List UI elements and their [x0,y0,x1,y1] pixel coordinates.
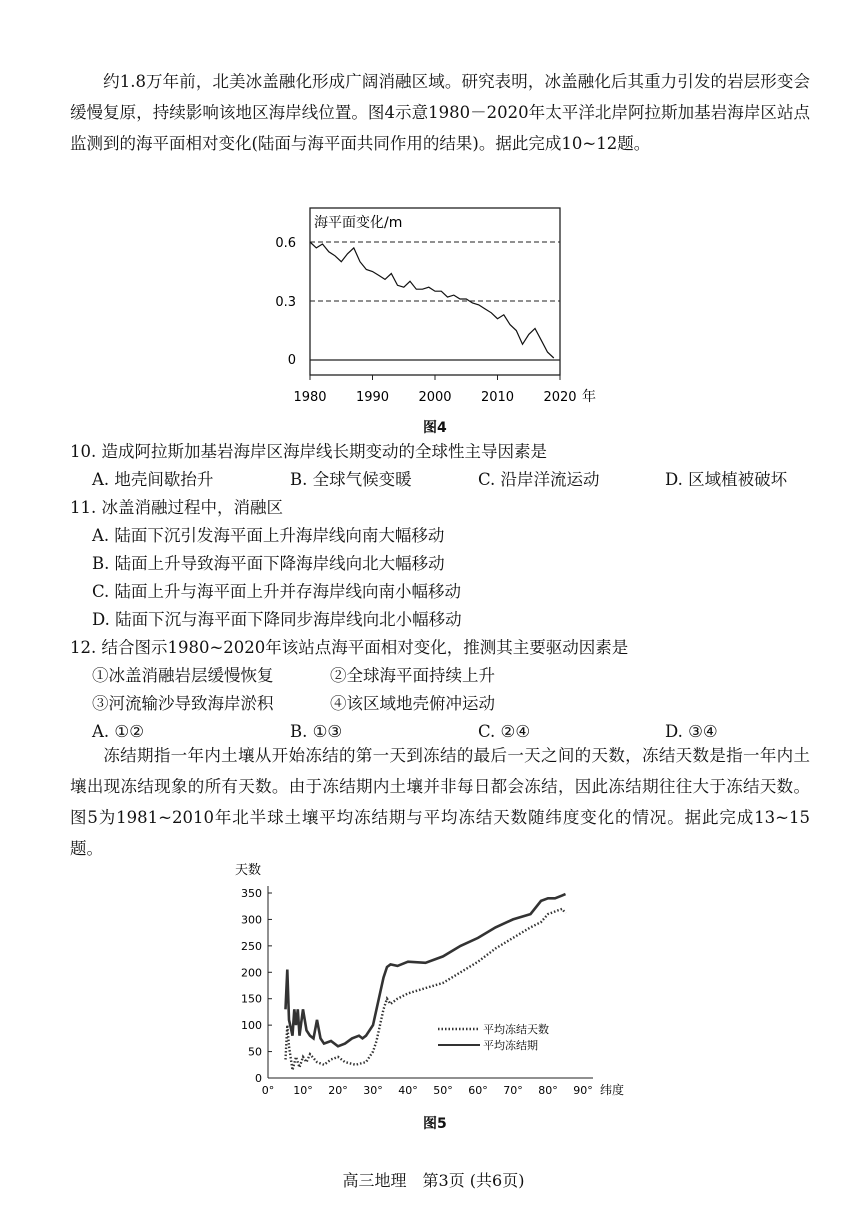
fig5-xtick-90: 90° [573,1084,593,1097]
fig4-ytick-0: 0 [287,353,296,368]
fig5-xtick-60: 60° [468,1084,488,1097]
fig5-xtick-50: 50° [433,1084,453,1097]
q12-option-b[interactable]: B. ①③ [290,722,343,741]
fig4-caption: 图4 [423,420,447,436]
fig5-ytick-200: 200 [241,966,262,980]
fig4-xtick-2010: 2010 [480,390,515,405]
fig4-xtick-1980: 1980 [293,390,327,405]
fig5-caption: 图5 [423,1116,447,1132]
fig4-ylabel: 海平面变化/m [314,215,403,231]
fig4-xticks [293,375,576,405]
q12-option-a[interactable]: A. ①② [92,722,144,741]
q12-option-c[interactable]: C. ②④ [478,722,531,741]
q10-option-b[interactable]: B. 全球气候变暖 [290,470,412,489]
q12-statement-2: ②全球海平面持续上升 [330,666,495,685]
fig5-ytick-0: 0 [255,1072,262,1085]
q11-option-c[interactable]: C. 陆面上升与海平面上升并存海岸线向南小幅移动 [92,582,462,601]
q10-option-a[interactable]: A. 地壳间歇抬升 [92,470,214,489]
fig4-ytick-0.6: 0.6 [275,236,296,251]
fig4-xunit: 年 [582,389,596,405]
fig5-ytick-150: 150 [241,992,262,1006]
q10-stem: 10. 造成阿拉斯加基岩海岸区海岸线长期变动的全球性主导因素是 [70,442,547,461]
fig5-xtick-70: 70° [503,1084,523,1097]
q11-stem: 11. 冰盖消融过程中，消融区 [70,498,283,517]
fig5-xtick-0: 0° [261,1084,275,1097]
q11-option-b[interactable]: B. 陆面上升导致海平面下降海岸线向北大幅移动 [92,554,445,573]
fig5-ytick-100: 100 [241,1019,262,1033]
figure-4-chart [270,198,610,413]
q12-statement-1: ①冰盖消融岩层缓慢恢复 [92,666,274,685]
fig5-ylabel: 天数 [235,863,262,878]
fig5-xtick-30: 30° [363,1084,383,1097]
legend-label-period: 平均冻结期 [483,1039,538,1052]
fig5-xtick-40: 40° [398,1084,418,1097]
intro-paragraph-1: 约1.8万年前，北美冰盖融化形成广阔消融区域。研究表明，冰盖融化后其重力引发的岩层形变会缓慢复原，持续影响该地区海岸线位置。图4示意1980－2020年太平洋北岸阿拉斯加基岩海岸区站点监测到的海平面相对变化(陆面与海平面共同作用的结果)。据此完成10~12题。 [70,72,810,153]
fig4-xtick-2020: 2020 [543,390,577,405]
fig4-ytick-0.3: 0.3 [275,295,296,310]
q12-stem: 12. 结合图示1980~2020年该站点海平面相对变化，推测其主要驱动因素是 [70,638,629,657]
fig5-xtick-10: 10° [293,1084,313,1097]
fig5-ytick-250: 250 [241,939,262,953]
q11-option-a[interactable]: A. 陆面下沉引发海平面上升海岸线向南大幅移动 [92,526,445,545]
fig5-yticks [241,887,272,1085]
fig5-xtick-80: 80° [538,1084,558,1097]
fig5-legend [438,1022,549,1052]
q12-statement-4: ④该区域地壳俯冲运动 [330,694,495,713]
fig5-ytick-300: 300 [241,913,262,927]
q10-option-c[interactable]: C. 沿岸洋流运动 [478,470,600,489]
q11-option-d[interactable]: D. 陆面下沉与海平面下降同步海岸线向北小幅移动 [92,610,462,629]
fig5-ytick-350: 350 [241,887,262,900]
q12-option-d[interactable]: D. ③④ [665,722,718,741]
q12-statement-3: ③河流输沙导致海岸淤积 [92,694,274,713]
figure-5-chart [228,858,648,1098]
intro-paragraph-2: 冻结期指一年内土壤从开始冻结的第一天到冻结的最后一天之间的天数，冻结天数是指一年内土壤出现冻结现象的所有天数。由于冻结期内土壤并非每日都会冻结，因此冻结期往往大于冻结天数。图5为1981~2010年北半球土壤平均冻结期与平均冻结天数随纬度变化的情况。据此完成13~15题。 [70,746,810,858]
fig4-xtick-2000: 2000 [418,390,452,405]
fig4-series-line [310,242,554,358]
fig5-xticks [262,1084,593,1097]
q10-option-d[interactable]: D. 区域植被破坏 [665,470,788,489]
page-footer: 高三地理 第3页 (共6页) [342,1171,525,1190]
fig5-xunit: 纬度 [600,1083,625,1097]
fig4-xtick-1990: 1990 [355,390,390,405]
fig5-xtick-20: 20° [328,1084,348,1097]
fig5-ytick-50: 50 [248,1045,262,1059]
legend-label-days: 平均冻结天数 [483,1023,549,1036]
